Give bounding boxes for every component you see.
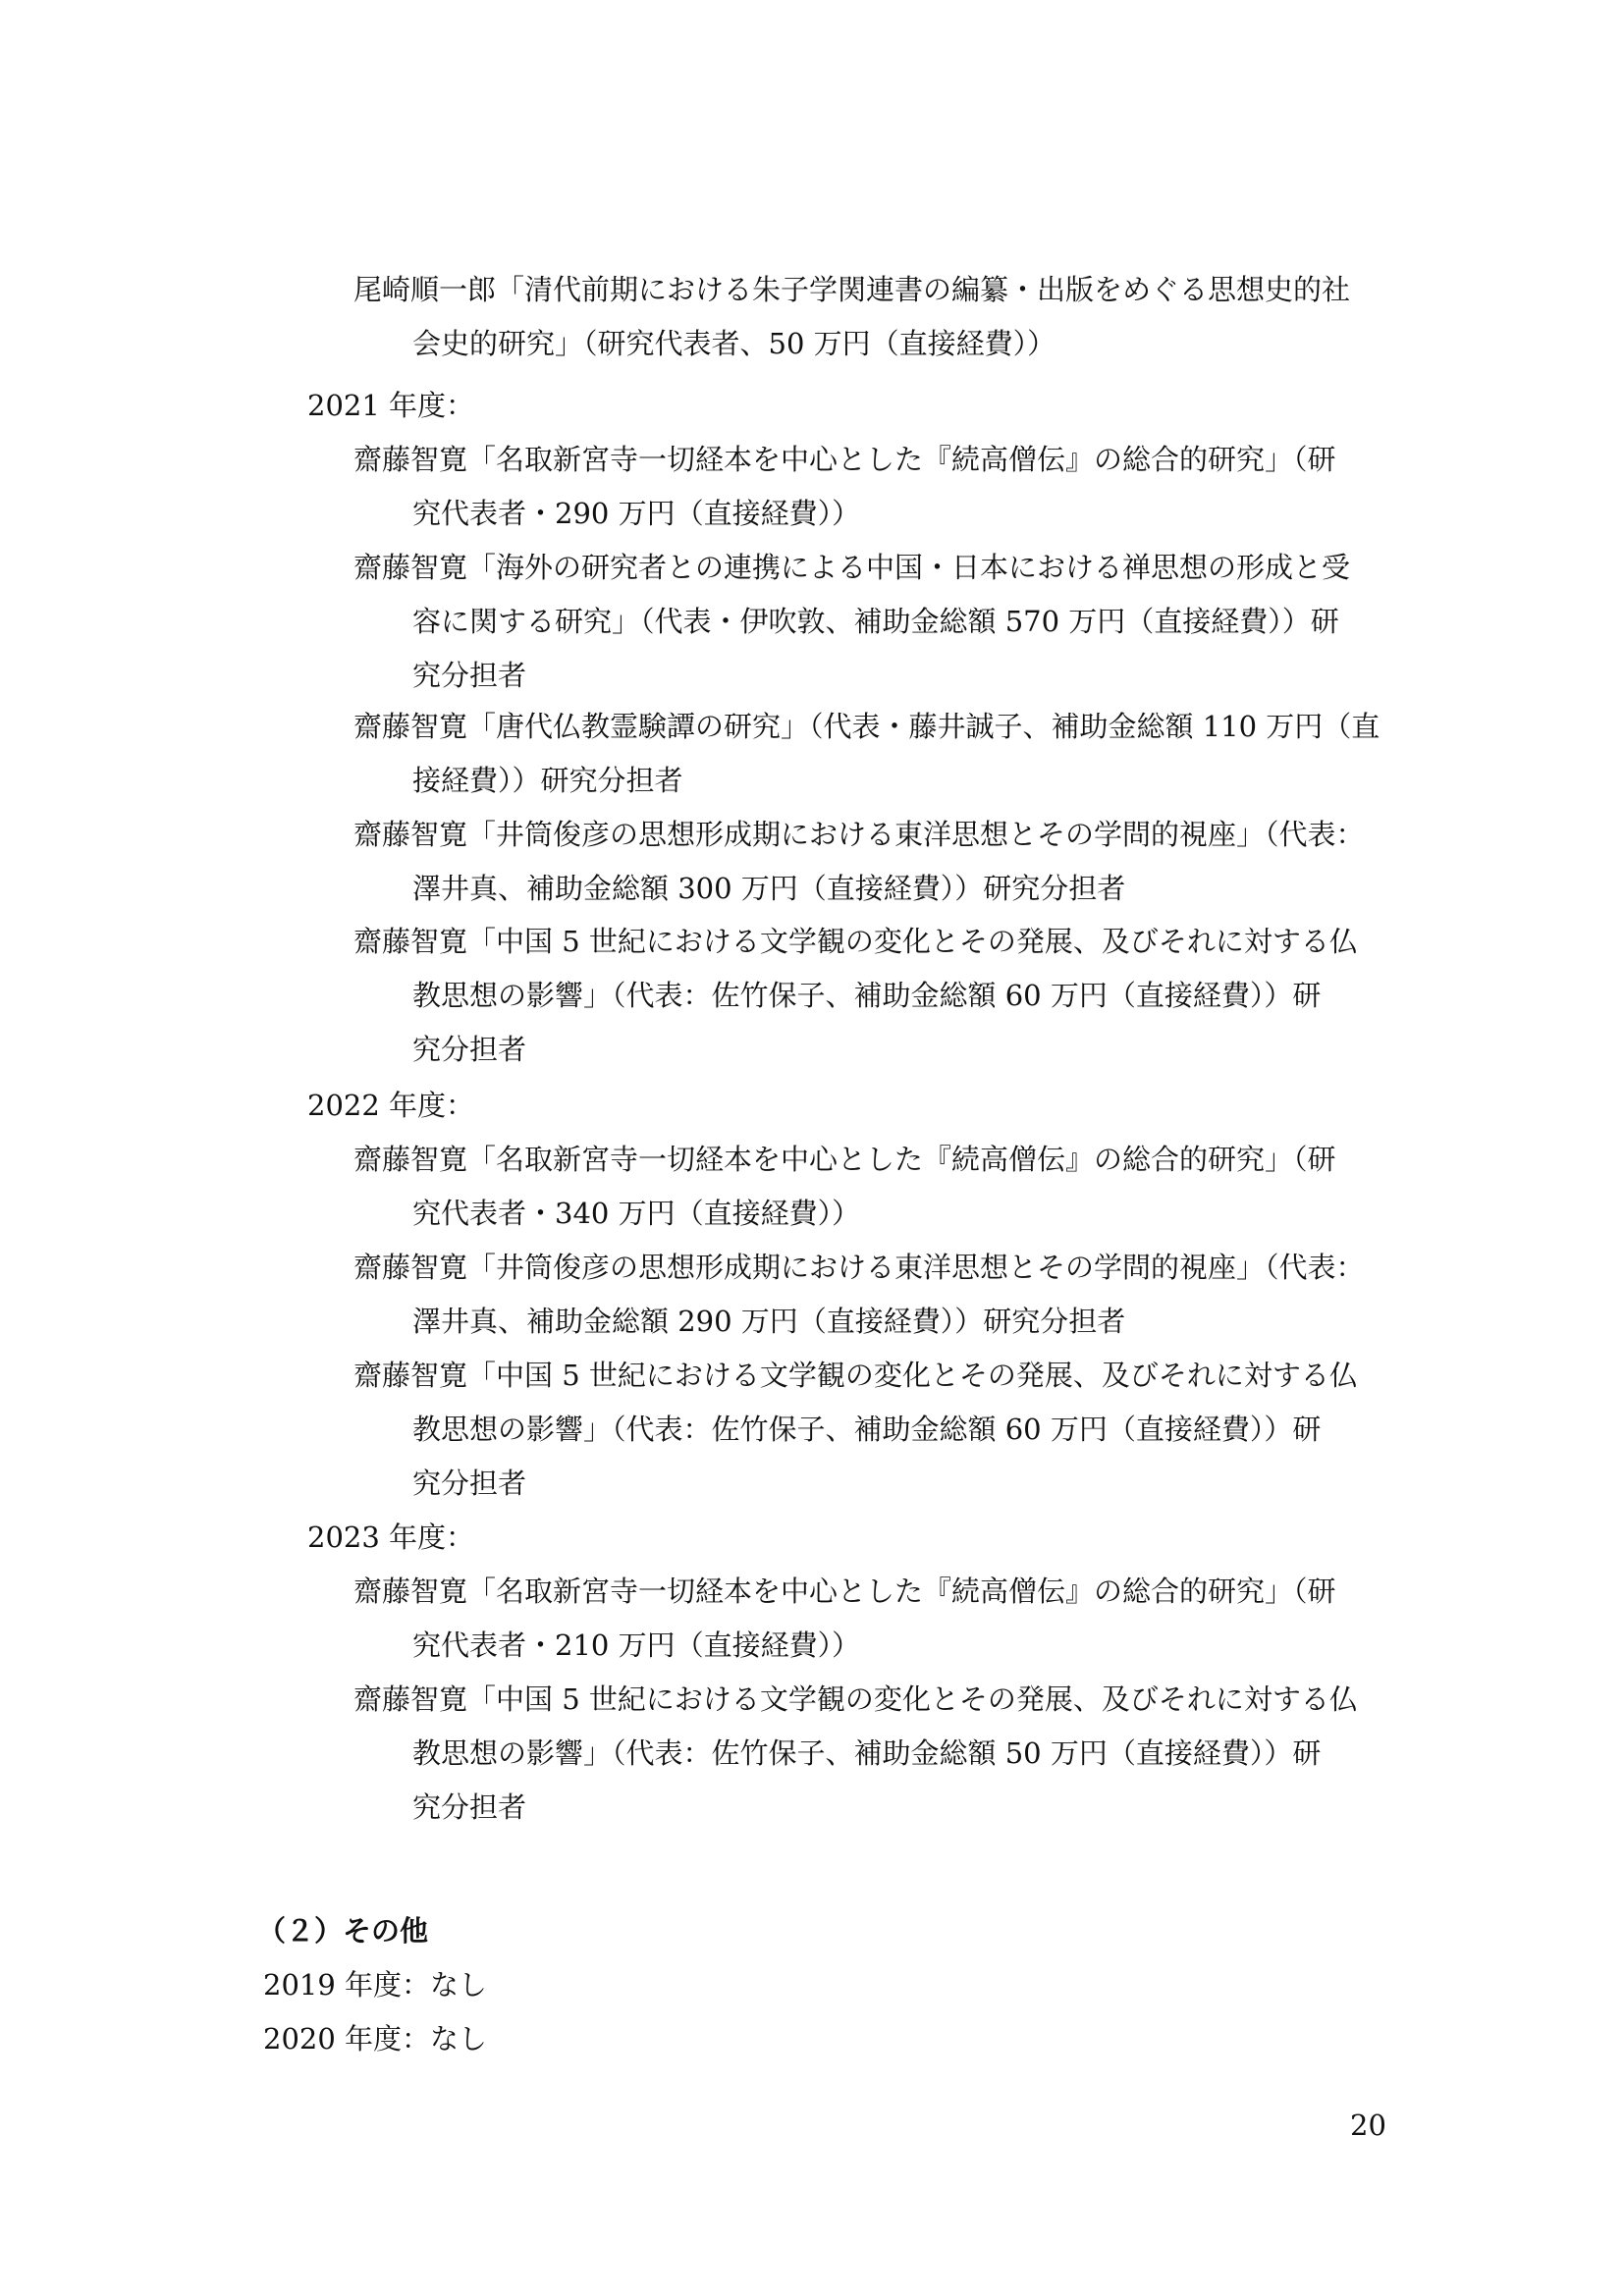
year-label-2021: 2021 年度： xyxy=(307,389,475,422)
entry-line: 齋藤智寛「中国 5 世紀における文学観の変化とその発展、及びそれに対する仏 xyxy=(353,925,1358,958)
entry-line: 澤井真、補助金総額 300 万円（直接経費））研究分担者 xyxy=(412,872,1126,905)
grant-entry xyxy=(353,915,1394,1077)
entry-line: 齋藤智寛「井筒俊彦の思想形成期における東洋思想とその学問的視座」（代表： xyxy=(353,1251,1365,1284)
entry-line: 究代表者・290 万円（直接経費）） xyxy=(412,497,861,530)
grant-entry xyxy=(353,433,1394,541)
year-label-2022: 2022 年度： xyxy=(307,1089,475,1122)
entry-line: 究代表者・340 万円（直接経費）） xyxy=(412,1197,861,1230)
grant-entry xyxy=(353,541,1394,703)
entry-line: 教思想の影響」（代表：佐竹保子、補助金総額 60 万円（直接経費））研 xyxy=(412,1413,1322,1446)
entry-line: 齋藤智寛「名取新宮寺一切経本を中心とした『続高僧伝』の総合的研究」（研 xyxy=(353,1143,1336,1176)
grant-entry xyxy=(353,1241,1394,1349)
entry-line: 究代表者・210 万円（直接経費）） xyxy=(412,1629,861,1662)
grant-entry xyxy=(353,1349,1394,1511)
grant-entry-carryover xyxy=(353,263,1394,371)
entry-line: 齋藤智寛「中国 5 世紀における文学観の変化とその発展、及びそれに対する仏 xyxy=(353,1682,1358,1716)
grant-entry xyxy=(353,1673,1394,1835)
entry-line: 接経費））研究分担者 xyxy=(412,764,683,797)
grant-entry xyxy=(353,808,1394,916)
entry-line: 齋藤智寛「海外の研究者との連携による中国・日本における禅思想の形成と受 xyxy=(353,551,1351,584)
other-item: 2020 年度：なし xyxy=(263,2022,488,2056)
grant-entry xyxy=(353,700,1394,808)
entry-line: 齋藤智寛「唐代仏教霊験譚の研究」（代表・藤井誠子、補助金総額 110 万円（直 xyxy=(353,710,1380,743)
entry-line: 齋藤智寛「井筒俊彦の思想形成期における東洋思想とその学問的視座」（代表： xyxy=(353,818,1365,851)
grant-entry xyxy=(353,1133,1394,1241)
entry-line: 容に関する研究」（代表・伊吹敦、補助金総額 570 万円（直接経費））研 xyxy=(412,605,1339,638)
entry-line: 齋藤智寛「名取新宮寺一切経本を中心とした『続高僧伝』の総合的研究」（研 xyxy=(353,1575,1336,1608)
entry-line: 究分担者 xyxy=(412,1467,527,1500)
entry-line: 教思想の影響」（代表：佐竹保子、補助金総額 50 万円（直接経費））研 xyxy=(412,1736,1322,1770)
entry-line: 齋藤智寛「中国 5 世紀における文学観の変化とその発展、及びそれに対する仏 xyxy=(353,1359,1358,1392)
entry-line: 教思想の影響」（代表：佐竹保子、補助金総額 60 万円（直接経費））研 xyxy=(412,979,1322,1012)
other-item: 2019 年度：なし xyxy=(263,1968,488,2002)
entry-line: 究分担者 xyxy=(412,659,527,692)
entry-line: 会史的研究」（研究代表者、50 万円（直接経費）） xyxy=(412,327,1056,360)
entry-line: 尾崎順一郎「清代前期における朱子学関連書の編纂・出版をめぐる思想史的社 xyxy=(353,273,1351,306)
section-heading-other: （２）その他 xyxy=(257,1914,429,1948)
entry-line: 澤井真、補助金総額 290 万円（直接経費））研究分担者 xyxy=(412,1305,1126,1338)
entry-line: 究分担者 xyxy=(412,1033,527,1066)
entry-line: 究分担者 xyxy=(412,1790,527,1824)
page-number: 20 xyxy=(1350,2109,1386,2142)
entry-line: 齋藤智寛「名取新宮寺一切経本を中心とした『続高僧伝』の総合的研究」（研 xyxy=(353,443,1336,476)
grant-entry xyxy=(353,1565,1394,1673)
year-label-2023: 2023 年度： xyxy=(307,1521,475,1554)
